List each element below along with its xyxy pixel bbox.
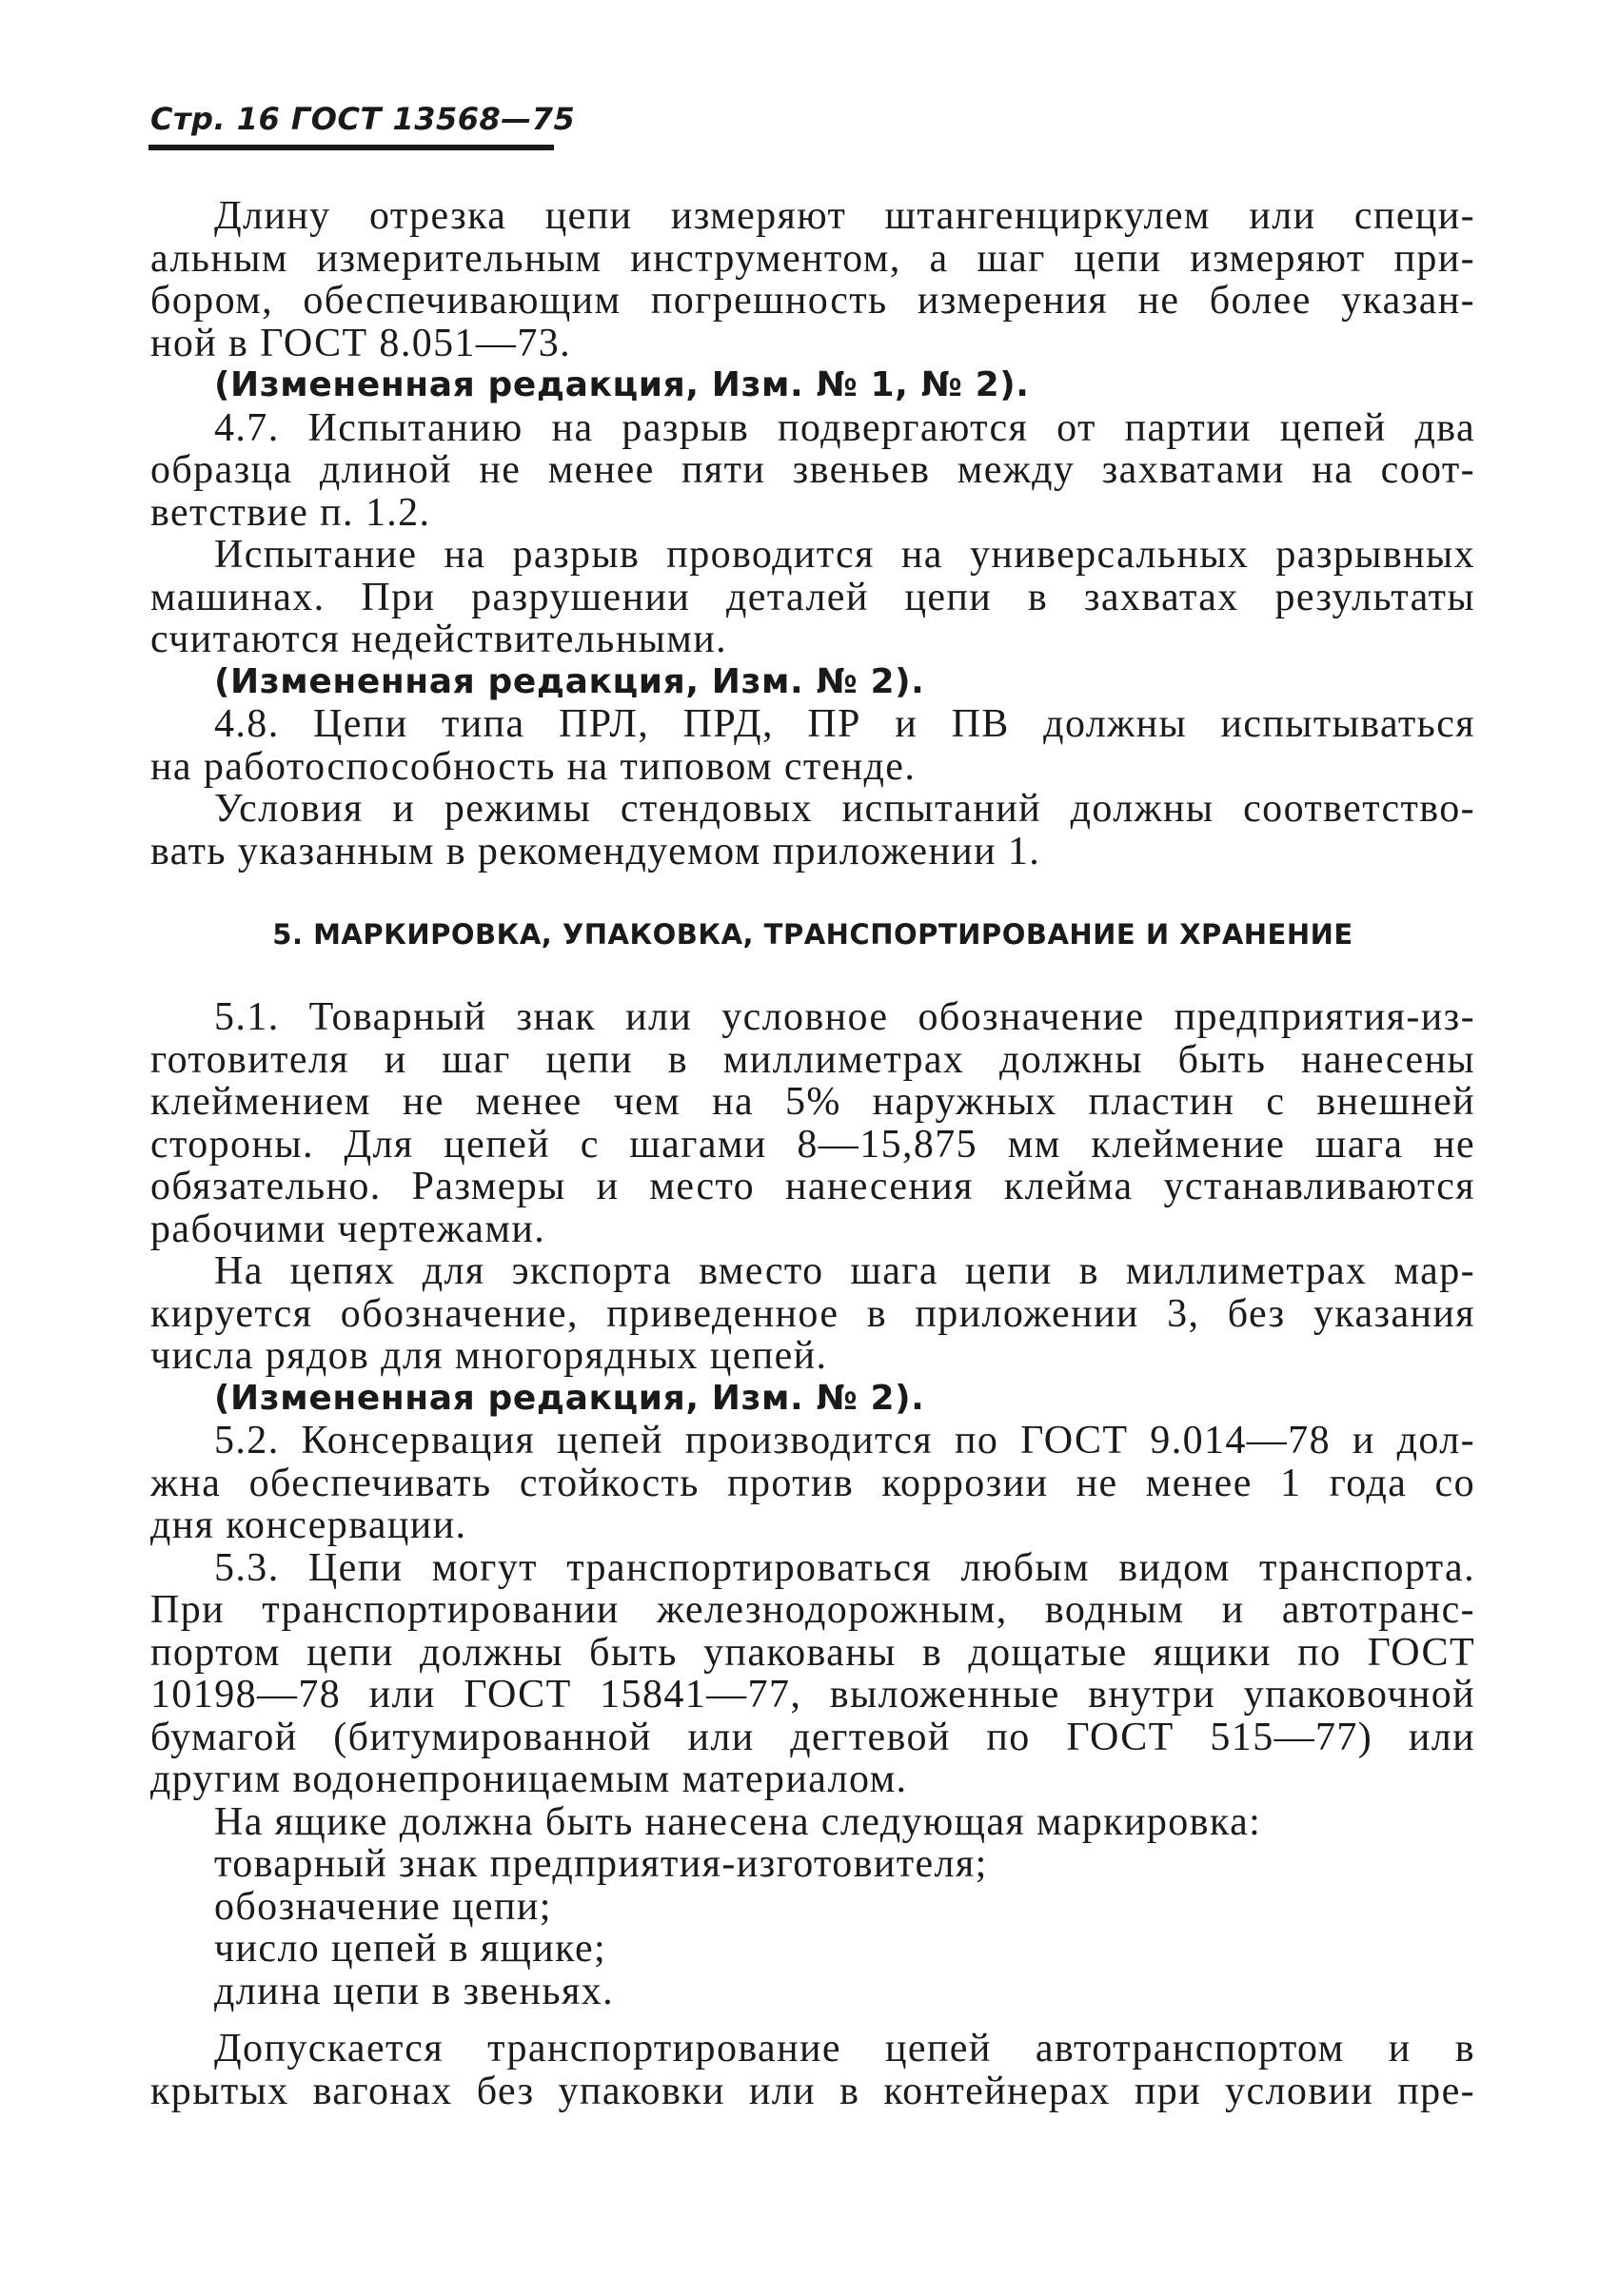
text-line: бумагой (битумированной или дегтевой по ГОСТ 515—77) или: [150, 1716, 1475, 1758]
text-line: стороны. Для цепей с шагами 8—15,875 мм клеймение шага не: [150, 1123, 1475, 1166]
text-line: машинах. При разрушении деталей цепи в захватах результаты: [150, 576, 1475, 618]
text-line: числа рядов для многорядных цепей.: [150, 1335, 828, 1378]
text-line: другим водонепроницаемым материалом.: [150, 1758, 908, 1801]
text-line: бором, обеспечивающим погрешность измерения не более указан-: [150, 280, 1475, 323]
amendment-note: (Измененная редакция, Изм. № 1, № 2).: [214, 365, 1030, 404]
document-body: [150, 195, 1475, 2112]
text-line: На ящике должна быть нанесена следующая маркировка:: [214, 1800, 1262, 1843]
text-line: 5.3. Цепи могут транспортироваться любым видом транспорта.: [214, 1546, 1475, 1589]
text-line: крытых вагонах без упаковки или в контейнерах при условии пре-: [150, 2070, 1475, 2112]
text-line: портом цепи должны быть упакованы в дощатые ящики по ГОСТ: [150, 1631, 1475, 1674]
text-line: на работоспособность на типовом стенде.: [150, 745, 917, 788]
page-header: [148, 74, 576, 150]
section-heading: 5. МАРКИРОВКА, УПАКОВКА, ТРАНСПОРТИРОВАНИЕ И ХРАНЕНИЕ: [272, 918, 1353, 951]
text-line: 5.1. Товарный знак или условное обозначение предприятия-из-: [214, 996, 1475, 1039]
text-line: альным измерительным инструментом, а шаг цепи измеряют при-: [150, 237, 1475, 280]
text-line: Условия и режимы стендовых испытаний должны соответство-: [214, 788, 1475, 831]
text-line: готовителя и шаг цепи в миллиметрах должны быть нанесены: [150, 1038, 1475, 1081]
text-line: 5.2. Консервация цепей производится по ГОСТ 9.014—78 и дол-: [214, 1420, 1475, 1462]
text-line: Испытание на разрыв проводится на универсальных разрывных: [214, 534, 1475, 577]
text-line: 4.8. Цепи типа ПРЛ, ПРД, ПР и ПВ должны испытываться: [214, 703, 1475, 746]
paragraph-gap: [150, 2012, 1475, 2028]
amendment-note: (Измененная редакция, Изм. № 2).: [214, 1378, 925, 1418]
text-line: обязательно. Размеры и место нанесения клейма устанавливаются: [150, 1166, 1475, 1208]
text-line: образца длиной не менее пяти звеньев между захватами на соот-: [150, 449, 1475, 492]
text-line: вать указанным в рекомендуемом приложении 1.: [150, 830, 1041, 873]
text-line: ветствие п. 1.2.: [150, 491, 431, 534]
text-line: жна обеспечивать стойкость против коррозии не менее 1 года со: [150, 1462, 1475, 1504]
page-header-text: Стр. 16 ГОСТ 13568—75: [150, 101, 576, 137]
text-line: При транспортировании железнодорожным, водным и автотранс-: [150, 1589, 1475, 1632]
text-line: 4.7. Испытанию на разрыв подвергаются от партии цепей два: [214, 406, 1475, 449]
list-item: число цепей в ящике;: [214, 1928, 607, 1971]
amendment-note: (Измененная редакция, Изм. № 2).: [214, 661, 925, 701]
text-line: дня консервации.: [150, 1504, 467, 1547]
text-line: клеймением не менее чем на 5% наружных пластин с внешней: [150, 1081, 1475, 1124]
list-item: длина цепи в звеньях.: [214, 1970, 614, 2012]
text-line: рабочими чертежами.: [150, 1207, 546, 1250]
text-line: Длину отрезка цепи измеряют штангенциркулем или специ-: [214, 195, 1475, 238]
text-line: кируется обозначение, приведенное в приложении 3, без указания: [150, 1292, 1475, 1335]
text-line: На цепях для экспорта вместо шага цепи в миллиметрах мар-: [214, 1250, 1475, 1293]
text-line: считаются недействительными.: [150, 618, 727, 661]
text-line: Допускается транспортирование цепей автотранспортом и в: [214, 2028, 1475, 2070]
text-line: 10198—78 или ГОСТ 15841—77, выложенные внутри упаковочной: [150, 1674, 1475, 1717]
text-line: ной в ГОСТ 8.051—73.: [150, 322, 572, 364]
header-rule: [148, 145, 554, 150]
list-item: товарный знак предприятия-изготовителя;: [214, 1843, 988, 1886]
list-item: обозначение цепи;: [214, 1885, 552, 1928]
